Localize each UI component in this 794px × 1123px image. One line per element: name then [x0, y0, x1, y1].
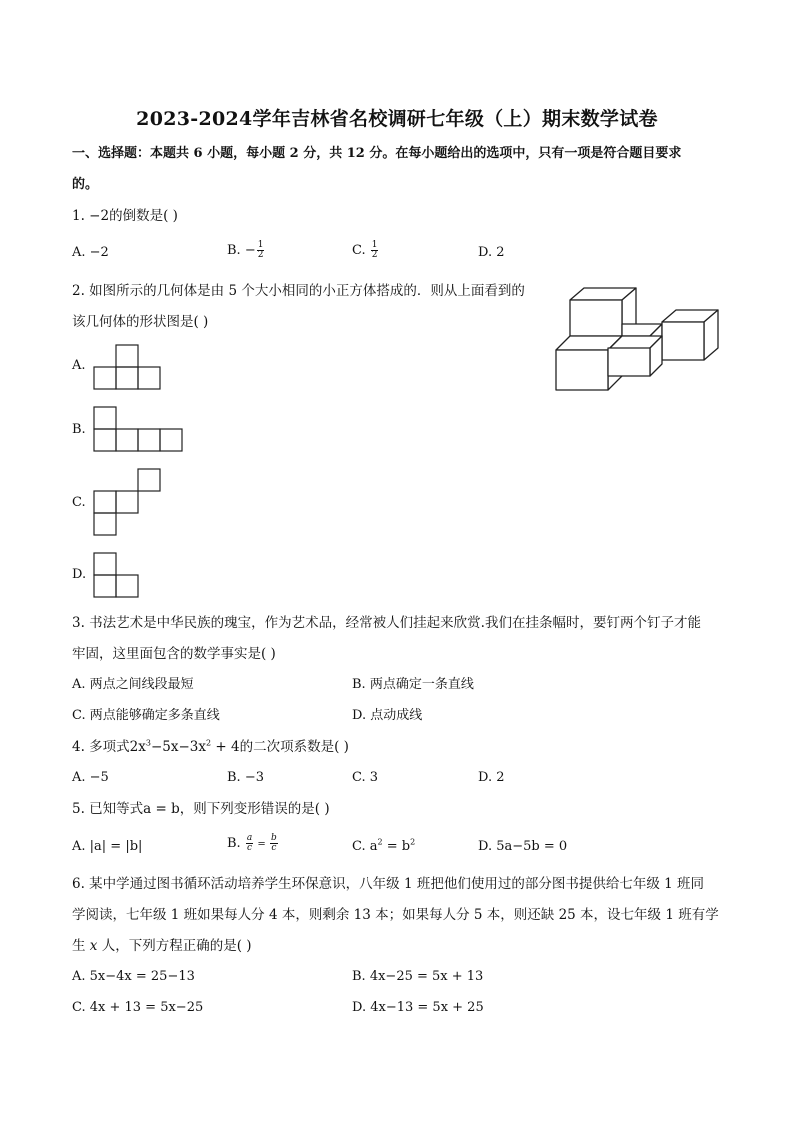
grid-square: [138, 469, 160, 491]
equals-sign: =: [254, 839, 269, 850]
question-3-stem: 3. 书法艺术是中华民族的瑰宝，作为艺术品，经常被人们挂起来欣赏.我们在挂条幅时，要钉两个钉子才能: [72, 615, 701, 631]
q6-option-c[interactable]: C. 4x + 13 = 5x−25: [72, 1000, 204, 1015]
grid-square: [94, 429, 116, 451]
exponent: 3: [145, 738, 151, 748]
grid-square: [116, 575, 138, 597]
exponent: 2: [410, 837, 416, 847]
q2-option-a-figure[interactable]: [93, 344, 161, 390]
grid-square: [116, 491, 138, 513]
grid-square: [94, 367, 116, 389]
q4-option-a[interactable]: A. −5: [72, 770, 109, 785]
fraction-numerator: 1: [371, 240, 378, 250]
fraction-denominator: c: [271, 843, 277, 853]
page-title: 2023-2024学年吉林省名校调研七年级（上）期末数学试卷: [136, 108, 658, 130]
q5-option-b[interactable]: [227, 834, 279, 855]
q1-option-d[interactable]: D. 2: [478, 245, 505, 260]
question-1-stem: 1. −2的倒数是( ): [72, 208, 178, 224]
q6-option-a[interactable]: A. 5x−4x = 25−13: [72, 969, 195, 984]
q4-stem-suffix: + 4的二次项系数是( ): [211, 739, 349, 755]
grid-square: [116, 429, 138, 451]
q5-option-c[interactable]: [352, 837, 415, 857]
q1-option-c[interactable]: [352, 241, 379, 261]
q1-option-a[interactable]: A. −2: [72, 245, 109, 260]
fraction-denominator: c: [246, 843, 253, 853]
exponent: 2: [206, 738, 212, 748]
grid-square: [138, 429, 160, 451]
q3-option-c[interactable]: C. 两点能够确定多条直线: [72, 708, 220, 723]
q6-option-b[interactable]: B. 4x−25 = 5x + 13: [352, 969, 484, 984]
fraction-numerator: 1: [257, 240, 264, 250]
fraction-numerator: b: [270, 833, 277, 843]
exponent: 2: [377, 837, 383, 847]
q5-option-a[interactable]: A. |a| = |b|: [72, 839, 143, 854]
grid-square: [116, 345, 138, 367]
q1-option-b[interactable]: [227, 241, 265, 261]
cube-front-face: [662, 322, 704, 360]
q4-option-d[interactable]: D. 2: [478, 770, 505, 785]
q2-option-a[interactable]: A.: [72, 358, 86, 373]
q4-option-c[interactable]: C. 3: [352, 770, 379, 785]
fraction-denominator: 2: [257, 250, 264, 260]
variable-x: x: [89, 938, 98, 954]
cube-front-face: [556, 350, 608, 390]
q6-stem-suffix: 人，下列方程正确的是( ): [97, 938, 252, 954]
section-heading-cont: 的。: [72, 177, 99, 192]
grid-square: [138, 367, 160, 389]
grid-square: [94, 513, 116, 535]
q2-option-c-figure[interactable]: [93, 468, 161, 536]
question-5-stem: 5. 已知等式a = b，则下列变形错误的是( ): [72, 801, 330, 817]
question-6-stem: 6. 某中学通过图书循环活动培养学生环保意识，八年级 1 班把他们使用过的部分图书提供给七年级 1 班同: [72, 876, 705, 892]
question-6-stem-cont: 学阅读，七年级 1 班如果每人分 4 本，则剩余 13 本；如果每人分 5 本，则还缺 25 本，设七年级 1 班有学: [72, 907, 719, 923]
q5-option-b-prefix: B.: [227, 836, 245, 851]
section-heading: 一、选择题：本题共 6 小题，每小题 2 分，共 12 分。在每小题给出的选项中，只有一项是符合题目要求: [72, 146, 682, 161]
question-4-stem: [72, 737, 349, 757]
q3-option-a[interactable]: A. 两点之间线段最短: [72, 677, 194, 692]
fraction: [270, 834, 278, 853]
q2-option-c[interactable]: C.: [72, 495, 86, 510]
cube-front-face: [608, 348, 650, 376]
q6-option-d[interactable]: D. 4x−13 = 5x + 25: [352, 1000, 484, 1015]
fraction: [371, 241, 379, 260]
q5-option-c-prefix: C. a: [352, 839, 378, 854]
question-2-stem-cont: 该几何体的形状图是( ): [72, 314, 209, 330]
q3-option-b[interactable]: B. 两点确定一条直线: [352, 677, 474, 692]
question-6-stem-cont2: [72, 936, 252, 956]
grid-square: [160, 429, 182, 451]
q5-option-d[interactable]: D. 5a−5b = 0: [478, 839, 568, 854]
q2-option-d[interactable]: D.: [72, 567, 87, 582]
grid-square: [94, 575, 116, 597]
q4-option-b[interactable]: B. −3: [227, 770, 264, 785]
q1-option-c-prefix: C.: [352, 243, 370, 258]
grid-square: [116, 367, 138, 389]
q1-option-b-prefix: B. −: [227, 243, 256, 258]
question-3-stem-cont: 牢固，这里面包含的数学事实是( ): [72, 646, 276, 662]
q4-stem-mid: −5x−3x: [150, 739, 206, 755]
q4-stem-prefix: 4. 多项式2x: [72, 739, 146, 755]
question-2-stem: 2. 如图所示的几何体是由 5 个大小相同的小正方体搭成的．则从上面看到的: [72, 283, 525, 299]
grid-square: [94, 407, 116, 429]
q5-option-c-mid: = b: [382, 839, 411, 854]
cube-front-face: [570, 300, 622, 336]
grid-square: [94, 491, 116, 513]
fraction-denominator: 2: [371, 250, 378, 260]
q2-option-d-figure[interactable]: [93, 552, 139, 598]
fraction: [246, 834, 253, 853]
grid-square: [94, 553, 116, 575]
fraction-numerator: a: [246, 833, 253, 843]
q6-stem-prefix: 生: [72, 938, 90, 954]
q3-option-d[interactable]: D. 点动成线: [352, 708, 423, 723]
q2-option-b-figure[interactable]: [93, 406, 183, 452]
cubes-figure: [552, 284, 724, 394]
q2-option-b[interactable]: B.: [72, 422, 86, 437]
fraction: [257, 241, 265, 260]
